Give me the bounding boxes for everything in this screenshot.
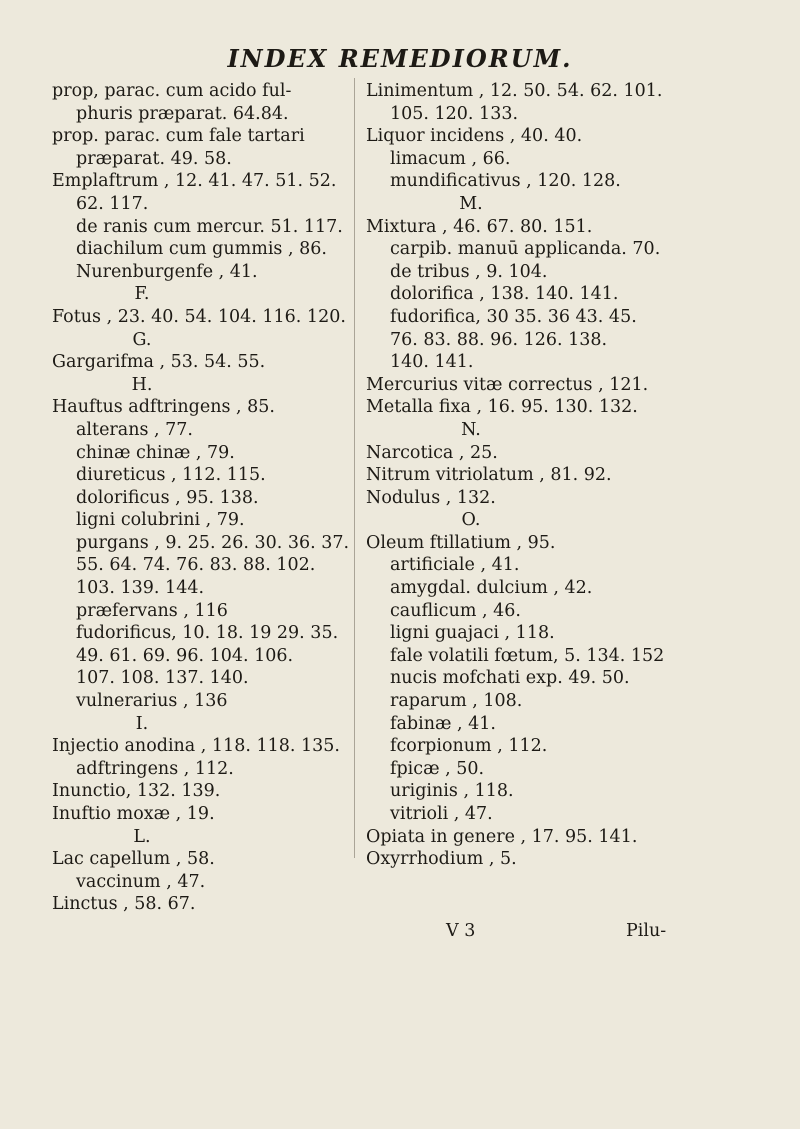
index-entry: Mixtura , 46. 67. 80. 151. <box>366 216 593 237</box>
index-entry: dolorifica , 138. 140. 141. <box>390 284 619 305</box>
index-entry: vulnerarius , 136 <box>76 691 228 712</box>
index-entry: fpicæ , 50. <box>390 758 485 779</box>
index-entry: diureticus , 112. 115. <box>76 465 266 486</box>
index-entry: Hauftus adftringens , 85. <box>52 397 275 418</box>
section-letter: F. <box>134 284 150 305</box>
section-letter: G. <box>132 329 152 350</box>
section-letter: H. <box>131 374 153 395</box>
index-entry: Mercurius vitæ correctus , 121. <box>366 374 649 395</box>
index-entry: 107. 108. 137. 140. <box>76 668 249 689</box>
index-entry: vitrioli , 47. <box>390 804 493 824</box>
index-entry: mundificativus , 120. 128. <box>390 171 621 192</box>
index-entry: Opiata in genere , 17. 95. 141. <box>366 826 638 847</box>
index-entry: 105. 120. 133. <box>390 103 519 124</box>
index-entry: uriginis , 118. <box>390 781 514 802</box>
index-entry: fudorifica, 30 35. 36 43. 45. <box>390 306 637 327</box>
index-entry: 49. 61. 69. 96. 104. 106. <box>76 645 294 666</box>
index-entry: Emplaftrum , 12. 41. 47. 51. 52. <box>52 171 337 192</box>
index-entry: prop, parac. cum acido ful- <box>52 81 292 101</box>
index-entry: alterans , 77. <box>76 419 193 440</box>
section-letter: L. <box>133 826 151 847</box>
index-entry: fcorpionum , 112. <box>390 736 548 757</box>
index-entry: Nurenburgenfe , 41. <box>76 261 258 282</box>
index-entry: phuris præparat. 64.84. <box>76 103 289 124</box>
index-entry: 62. 117. <box>76 193 149 214</box>
index-entry: chinæ chinæ , 79. <box>76 442 235 463</box>
index-entry: fabinæ , 41. <box>390 713 496 734</box>
page-header: INDEX REMEDIORUM. <box>227 44 573 73</box>
index-entry: Oleum ftillatium , 95. <box>366 532 556 553</box>
index-entry: amygdal. dulcium , 42. <box>390 578 593 599</box>
catchword: Pilu- <box>626 921 667 941</box>
index-entry: ligni guajaci , 118. <box>390 623 555 644</box>
index-entry: Narcotica , 25. <box>366 442 498 463</box>
index-entry: 140. 141. <box>390 352 474 373</box>
index-entry: Injectio anodina , 118. 118. 135. <box>52 736 340 757</box>
signature-mark: V 3 <box>446 921 476 941</box>
index-entry: fudorificus, 10. 18. 19 29. 35. <box>76 623 339 644</box>
index-entry: dolorificus , 95. 138. <box>76 487 259 508</box>
index-entry: præparat. 49. 58. <box>76 148 232 169</box>
index-entry: purgans , 9. 25. 26. 30. 36. 37. <box>76 532 350 553</box>
index-entry: Fotus , 23. 40. 54. 104. 116. 120. <box>52 306 346 327</box>
index-entry: Gargarifma , 53. 54. 55. <box>52 352 266 373</box>
index-entry: de ranis cum mercur. 51. 117. <box>76 216 343 237</box>
index-entry: Linctus , 58. 67. <box>52 894 196 915</box>
index-entry: adftringens , 112. <box>76 758 234 779</box>
section-letter: N. <box>461 419 481 440</box>
index-entry: limacum , 66. <box>390 148 511 169</box>
index-entry: 103. 139. 144. <box>76 578 205 599</box>
index-entry: 55. 64. 74. 76. 83. 88. 102. <box>76 555 316 576</box>
column-divider <box>354 78 355 858</box>
index-entry: cauflicum , 46. <box>390 600 521 621</box>
index-entry: Nitrum vitriolatum , 81. 92. <box>366 465 612 486</box>
section-letter: I. <box>135 713 149 734</box>
index-entry: Lac capellum , 58. <box>52 849 215 870</box>
index-column-left <box>52 80 352 916</box>
index-entry: Oxyrrhodium , 5. <box>366 849 517 870</box>
index-entry: prop. parac. cum fale tartari <box>52 126 305 147</box>
index-entry: fale volatili fœtum, 5. 134. 152 <box>390 645 665 666</box>
index-entry: raparum , 108. <box>390 691 523 712</box>
index-entry: Inuftio moxæ , 19. <box>52 804 215 824</box>
index-entry: vaccinum , 47. <box>76 871 206 892</box>
index-entry: Metalla fixa , 16. 95. 130. 132. <box>366 397 638 418</box>
index-column-right <box>366 80 776 871</box>
index-entry: carpib. manuū applicanda. 70. <box>390 239 661 260</box>
section-letter: M. <box>459 193 483 214</box>
index-entry: ligni colubrini , 79. <box>76 510 245 531</box>
index-entry: Liquor incidens , 40. 40. <box>366 126 583 147</box>
index-entry: artificiale , 41. <box>390 555 520 576</box>
index-entry: nucis mofchati exp. 49. 50. <box>390 668 630 689</box>
index-entry: 76. 83. 88. 96. 126. 138. <box>390 329 608 350</box>
index-entry: Nodulus , 132. <box>366 487 496 508</box>
index-entry: præfervans , 116 <box>76 600 228 621</box>
index-entry: diachilum cum gummis , 86. <box>76 239 327 260</box>
section-letter: O. <box>461 510 481 531</box>
index-entry: Linimentum , 12. 50. 54. 62. 101. <box>366 81 663 101</box>
index-entry: Inunctio, 132. 139. <box>52 781 221 802</box>
index-entry: de tribus , 9. 104. <box>390 261 548 282</box>
